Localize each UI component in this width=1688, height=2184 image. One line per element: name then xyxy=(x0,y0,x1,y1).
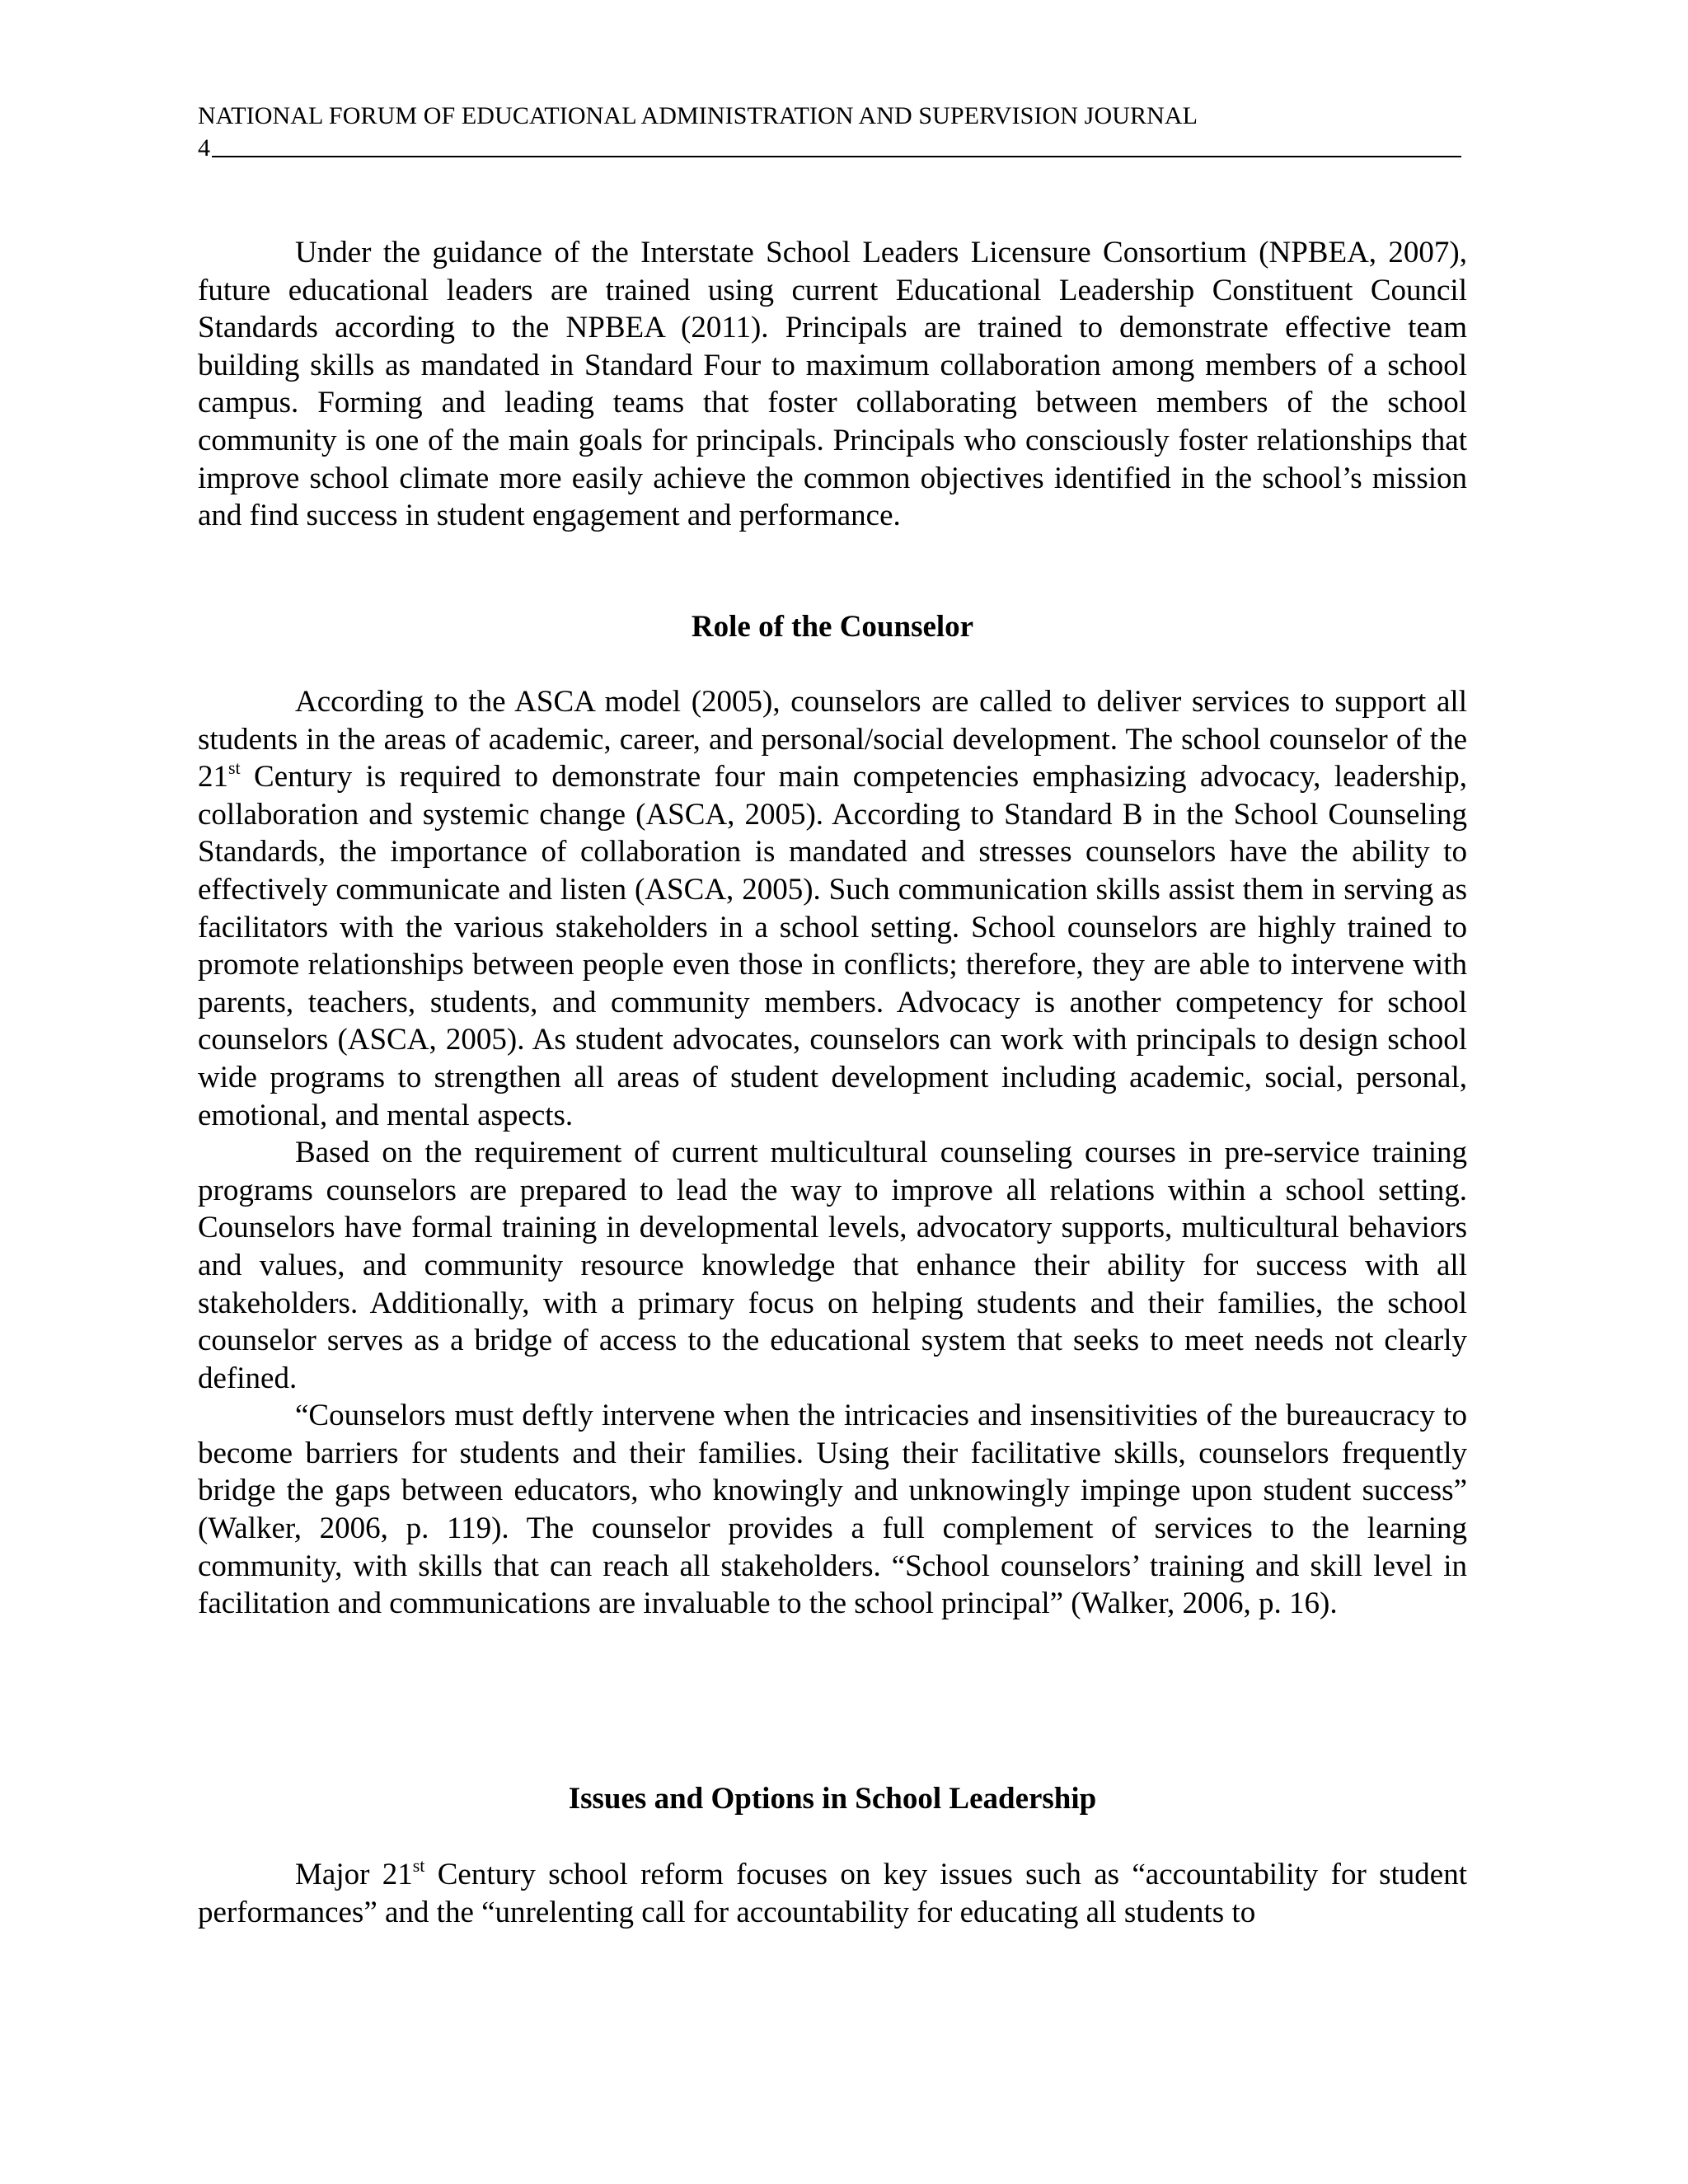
section-heading-issues-options: Issues and Options in School Leadership xyxy=(568,1782,1097,1816)
issues-p1-text-a: Major 21 xyxy=(295,1858,413,1891)
issues-section-body xyxy=(198,1856,1467,1931)
header-rule xyxy=(212,155,1461,157)
counselor-section-body xyxy=(198,683,1467,1623)
running-header-title: NATIONAL FORUM OF EDUCATIONAL ADMINISTRATION AND SUPERVISION JOURNAL xyxy=(198,102,1198,129)
page-number: 4 xyxy=(198,134,210,162)
counselor-p1-text-b: Century is required to demonstrate four main competencies emphasizing advocacy, leadership, collaboration and systemic change (ASCA, 2005). According to Standard B in the School Counseling Standards, the importance of collaboration is mandated and stresses counselors have the ability to effectively communicate and listen (ASCA, 2005). Such communication skills assist them in serving as facilitators with the various stakeholders in a school setting. School counselors are highly trained to promote relationships between people even those in conflicts; therefore, they are able to intervene with parents, teachers, students, and community members. Advocacy is another competency for school counselors (ASCA, 2005). As student advocates, counselors can work with principals to design school wide programs to strengthen all areas of student development including academic, social, personal, emotional, and mental aspects. xyxy=(198,760,1467,1132)
counselor-paragraph-2: Based on the requirement of current multicultural counseling courses in pre-service training programs counselors are prepared to lead the way to improve all relations within a school setting. Counselors have formal training in developmental levels, advocatory supports, multicultural behaviors and values, and community resource knowledge that enhance their ability for success with all stakeholders. Additionally, with a primary focus on helping students and their families, the school counselor serves as a bridge of access to the educational system that seeks to meet needs not clearly defined. xyxy=(198,1136,1467,1395)
counselor-paragraph-3: “Counselors must deftly intervene when the intricacies and insensitivities of the bureaucracy to become barriers for students and their families. Using their facilitative skills, counselors frequently bridge the gaps between educators, who knowingly and unknowingly impinge upon student success” (Walker, 2006, p. 119). The counselor provides a full complement of services to the learning community, with skills that can reach all stakeholders. “School counselors’ training and skill level in facilitation and communications are invaluable to the school principal” (Walker, 2006, p. 16). xyxy=(198,1399,1467,1621)
counselor-p1-superscript: st xyxy=(228,757,241,778)
issues-p1-superscript: st xyxy=(412,1854,425,1876)
counselor-paragraph-1 xyxy=(198,683,1467,1134)
intro-paragraph: Under the guidance of the Interstate School Leaders Licensure Consortium (NPBEA, 2007), future educational leaders are trained using current Educational Leadership Constituent Council Standards according to the NPBEA (2011). Principals are trained to demonstrate effective team building skills as mandated in Standard Four to maximum collaboration among members of a school campus. Forming and leading teams that foster collaborating between members of the school community is one of the main goals for principals. Principals who consciously foster relationships that improve school climate more easily achieve the common objectives identified in the school’s mission and find success in student engagement and performance. xyxy=(198,236,1467,533)
intro-section xyxy=(198,234,1467,535)
section-heading-role-of-counselor: Role of the Counselor xyxy=(691,610,974,644)
issues-p1-text-b: Century school reform focuses on key issues such as “accountability for student performances” and the “unrelenting call for accountability for educating all students to xyxy=(198,1858,1467,1929)
counselor-p1-text-a: According to the ASCA model (2005), counselors are called to deliver services to support all students in the areas of academic, career, and personal/social development. The school counselor of the 21 xyxy=(198,685,1467,794)
page-number-line xyxy=(198,132,1461,165)
issues-paragraph-1 xyxy=(198,1856,1467,1931)
